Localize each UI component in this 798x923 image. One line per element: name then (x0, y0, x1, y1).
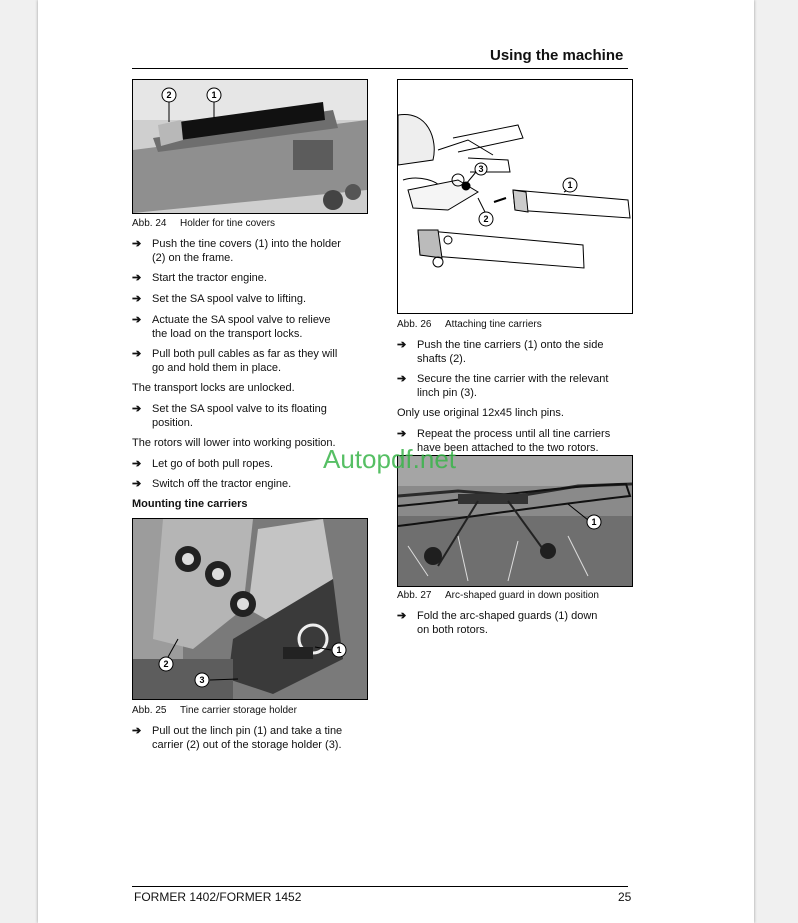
step-text-line: Actuate the SA spool valve to relieve (152, 314, 331, 326)
document-page (38, 0, 754, 923)
arrow-icon: ➔ (132, 403, 142, 415)
arrow-icon: ➔ (397, 610, 407, 622)
arrow-icon: ➔ (132, 314, 142, 326)
step-text-line: shafts (2). (417, 353, 466, 365)
step-pull-linch-pin (132, 724, 372, 752)
step-text-line: Let go of both pull ropes. (152, 458, 274, 470)
step-text-line: Push the tine covers (1) into the holder (152, 238, 341, 250)
fig25-callout-2: 2 (163, 659, 169, 669)
step-text-line: Set the SA spool valve to lifting. (152, 293, 307, 305)
figure-27-caption-text: Arc-shaped guard in down position (445, 590, 599, 601)
arrow-icon: ➔ (397, 373, 407, 385)
figure-27-number: Abb. 27 (397, 590, 432, 601)
figure-26-caption-text: Attaching tine carriers (445, 319, 542, 330)
step-text-line: carrier (2) out of the storage holder (3). (152, 739, 342, 751)
step-text-line: Repeat the process until all tine carriers (417, 428, 611, 440)
step-push-tine-covers (132, 237, 372, 265)
step-text-line: Fold the arc-shaped guards (1) down (417, 610, 598, 622)
arrow-icon: ➔ (132, 293, 142, 305)
page-number: 25 (618, 890, 632, 904)
header-rule (132, 68, 628, 69)
fig24-callout-2: 2 (166, 90, 172, 100)
fig25-callout-3: 3 (199, 675, 205, 685)
figure-24-number: Abb. 24 (132, 218, 167, 229)
step-text-line: Pull out the linch pin (1) and take a tine (152, 725, 343, 737)
figure-27-caption (397, 590, 599, 601)
figure-24-caption-text: Holder for tine covers (180, 218, 276, 229)
step-text-line: position. (152, 417, 193, 429)
step-text-line: Start the tractor engine. (152, 272, 267, 284)
arrow-icon: ➔ (132, 238, 142, 250)
figure-25-caption (132, 705, 297, 716)
step-actuate-valve (132, 313, 372, 341)
figure-26-image (397, 79, 633, 314)
step-text-line: the load on the transport locks. (152, 328, 303, 340)
step-text-line: (2) on the frame. (152, 252, 234, 264)
step-valve-floating (132, 402, 372, 430)
fig27-callout-1: 1 (591, 517, 597, 527)
fig26-callout-2: 2 (483, 214, 489, 224)
fig26-callout-1: 1 (567, 180, 573, 190)
section-heading: Mounting tine carriers (132, 498, 248, 510)
step-text-line: have been attached to the two rotors. (417, 442, 599, 454)
linch-pin-note: Only use original 12x45 linch pins. (397, 407, 564, 419)
arrow-icon: ➔ (132, 272, 142, 284)
fig25-callout-1: 1 (336, 645, 342, 655)
watermark: Autopdf.net (323, 444, 456, 474)
step-text-line: Pull both pull cables as far as they will (152, 348, 338, 360)
arrow-icon: ➔ (132, 725, 142, 737)
step-text-line: Secure the tine carrier with the relevant (417, 373, 609, 385)
footer-rule (132, 886, 628, 887)
step-text-line: Push the tine carriers (1) onto the side (417, 339, 604, 351)
step-secure-tine-carrier (397, 372, 637, 400)
arrow-icon: ➔ (132, 478, 142, 490)
step-text-line: Set the SA spool valve to its floating (152, 403, 327, 415)
arrow-icon: ➔ (132, 348, 142, 360)
step-set-valve-lifting (132, 292, 372, 306)
step-push-tine-carriers (397, 338, 637, 366)
arrow-icon: ➔ (397, 428, 407, 440)
page-header-title: Using the machine (490, 47, 624, 64)
figure-24-image (132, 79, 368, 214)
figure-25-caption-text: Tine carrier storage holder (180, 705, 297, 716)
fig24-callout-1: 1 (211, 90, 217, 100)
step-text-line: Switch off the tractor engine. (152, 478, 292, 490)
fig26-callout-3: 3 (478, 164, 484, 174)
step-start-engine (132, 271, 372, 285)
figure-26-number: Abb. 26 (397, 319, 432, 330)
step-text-line: go and hold them in place. (152, 362, 282, 374)
step-text-line: on both rotors. (417, 624, 488, 636)
arrow-icon: ➔ (132, 458, 142, 470)
figure-26-caption (397, 319, 542, 330)
arrow-icon: ➔ (397, 339, 407, 351)
step-switch-off-engine (132, 477, 372, 491)
step-fold-guards (397, 609, 637, 637)
step-pull-cables (132, 347, 372, 375)
footer-model: FORMER 1402/FORMER 1452 (134, 890, 302, 904)
step-text-line: linch pin (3). (417, 387, 477, 399)
figure-25-number: Abb. 25 (132, 705, 167, 716)
rotors-lower-note: The rotors will lower into working position. (132, 437, 336, 449)
figure-25-image (132, 518, 368, 700)
transport-locks-note: The transport locks are unlocked. (132, 382, 295, 394)
figure-24-caption (132, 218, 275, 229)
